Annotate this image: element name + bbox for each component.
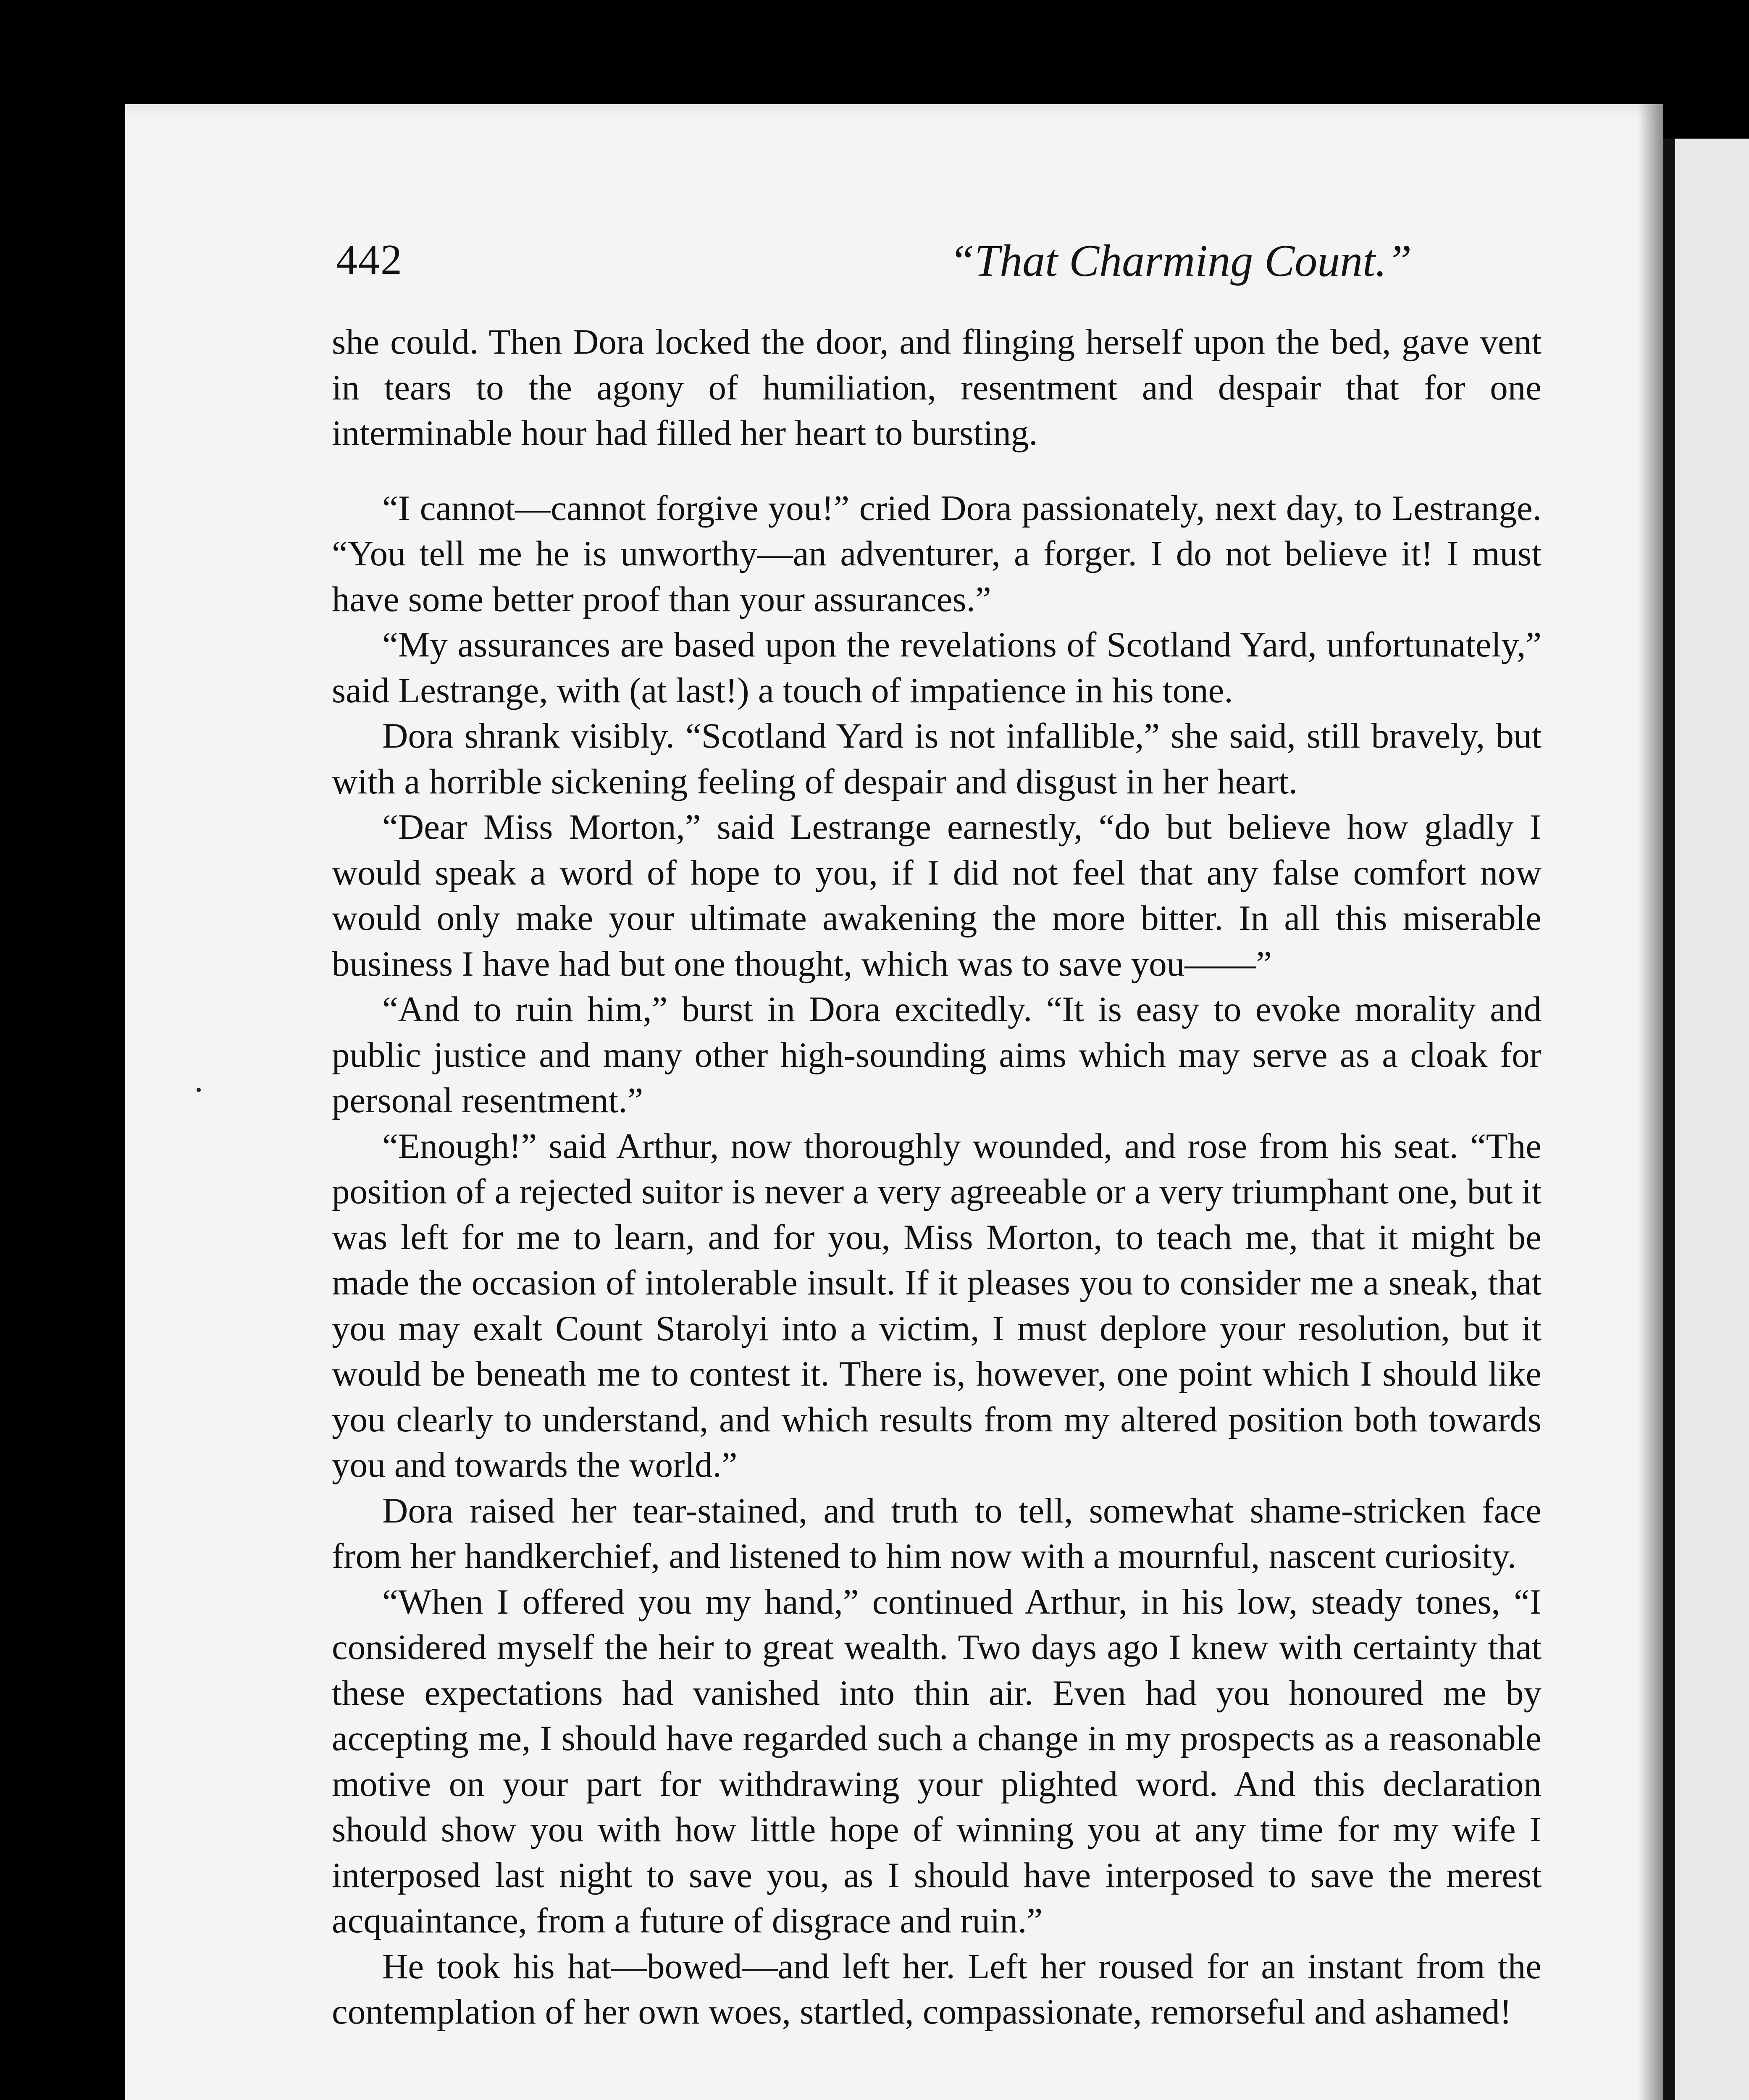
paragraph-5: “Dear Miss Morton,” said Lestrange earnestly, “do but believe how gladly I would speak a word of hope to you, if I did not feel that any false comfort now would only make your ultimate awakening the more bitter. In all this miserable business I have had but one thought, which was to save you——” — [332, 807, 1542, 984]
paragraph-9: “When I offered you my hand,” continued Arthur, in his low, steady tones, “I considered myself the heir to great wealth. Two days ago I knew with certainty that these expectations had vanished into thin air. Even had you honoured me by accepting me, I should have regarded such a change in my prospects as a reasonable motive on your part for withdrawing your plighted word. And this declaration should show you with how little hope of winning you at any time for my wife I interposed last night to save you, as I should have interposed to save the merest acquaintance, from a future of disgrace and ruin.” — [332, 1582, 1542, 1940]
page-gutter-shadow — [1663, 139, 1675, 2100]
page-curl-shadow — [1638, 104, 1663, 2100]
paragraph-10: He took his hat—bowed—and left her. Left her roused for an instant from the contemplation of her own woes, startled, compassionate, remorseful and ashamed! — [332, 1946, 1542, 2032]
page-header — [336, 235, 1542, 286]
page-body — [332, 319, 1542, 2035]
scan-speck — [197, 1088, 201, 1092]
paragraph-6: “And to ruin him,” burst in Dora excitedly. “It is easy to evoke morality and public justice and many other high-sounding aims which may serve as a cloak for personal resentment.” — [332, 990, 1542, 1120]
page-number: 442 — [336, 236, 403, 284]
running-title: “That Charming Count.” — [949, 236, 1412, 286]
next-page-edge — [1663, 139, 1749, 2100]
paragraph-4: Dora shrank visibly. “Scotland Yard is not infallible,” she said, still bravely, but with a horrible sickening feeling of despair and disgust in her heart. — [332, 716, 1542, 801]
paragraph-2: “I cannot—cannot forgive you!” cried Dora passionately, next day, to Lestrange. “You tell me he is unworthy—an adventurer, a forger. I do not believe it! I must have some better proof than your assurances.” — [332, 488, 1542, 619]
paragraph-3: “My assurances are based upon the revelations of Scotland Yard, unfortunately,” said Lestrange, with (at last!) a touch of impatience in his tone. — [332, 625, 1542, 710]
paragraph-8: Dora raised her tear-stained, and truth to tell, somewhat shame-stricken face from her handkerchief, and listened to him now with a mournful, nascent curiosity. — [332, 1491, 1542, 1576]
paragraph-1: she could. Then Dora locked the door, and flinging herself upon the bed, gave vent in tears to the agony of humiliation, resentment and despair that for one interminable hour had filled her heart to bursting. — [332, 322, 1542, 453]
paragraph-7: “Enough!” said Arthur, now thoroughly wounded, and rose from his seat. “The position of a rejected suitor is never a very agreeable or a very triumphant one, but it was left for me to learn, and for you, Miss Morton, to teach me, that it might be made the occasion of intolerable insult. If it pleases you to consider me a sneak, that you may exalt Count Starolyi into a victim, I must deplore your resolution, but it would be beneath me to contest it. There is, however, one point which I should like you clearly to understand, and which results from my altered position both towards you and towards the world.” — [332, 1126, 1542, 1485]
